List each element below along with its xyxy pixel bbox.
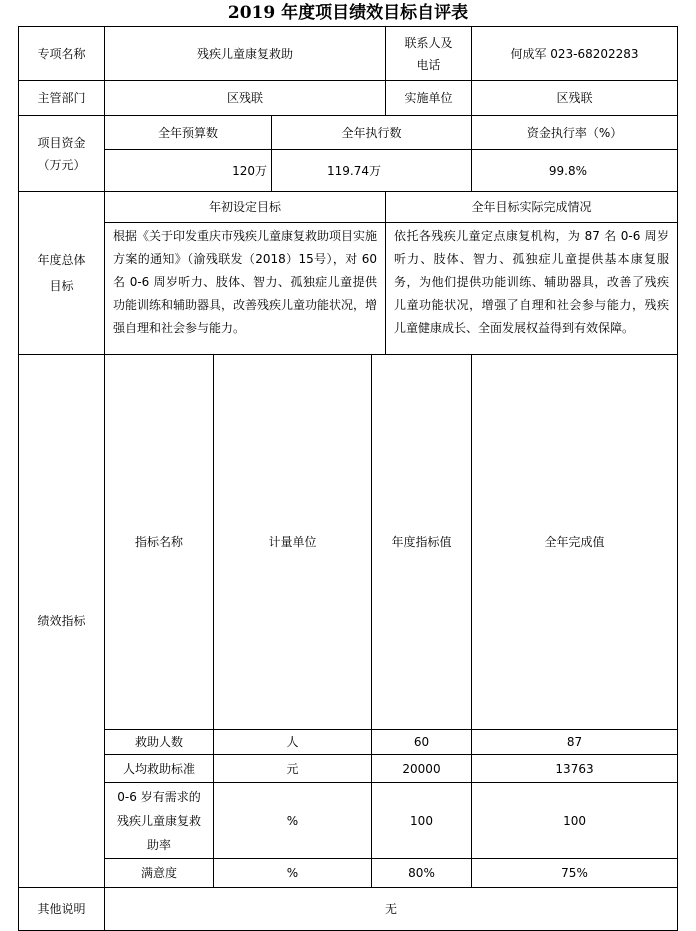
project-name-value: 残疾儿童康复救助 (105, 27, 386, 81)
contact-label: 联系人及电话 (386, 27, 472, 81)
funds-label: 项目资金（万元） (19, 116, 105, 192)
evaluation-table (18, 26, 678, 931)
indicator-target: 100 (372, 783, 472, 859)
performance-label: 绩效指标 (19, 355, 105, 888)
indicator-name: 人均救助标准 (105, 755, 214, 783)
indicator-target: 60 (372, 730, 472, 755)
department-value: 区残联 (105, 81, 386, 116)
target-header: 年度指标值 (372, 355, 472, 730)
overall-goal-label: 年度总体目标 (19, 192, 105, 355)
actual-goal-text: 依托各残疾儿童定点康复机构，为 87 名 0-6 周岁听力、肢体、智力、孤独症儿童提供基本康复服务，为他们提供功能训练、辅助器具，改善了残疾儿童功能状况，增强了自理和社会参与能力，残疾儿童健康成长、全面发展权益得到有效保障。 (386, 223, 678, 355)
rate-label: 资金执行率（%） (472, 116, 678, 150)
executed-label: 全年执行数 (272, 116, 472, 150)
indicator-name-header: 指标名称 (105, 355, 214, 730)
indicator-actual: 75% (472, 859, 678, 888)
indicator-name: 满意度 (105, 859, 214, 888)
unit-header: 计量单位 (214, 355, 372, 730)
funds-value-row (19, 150, 678, 192)
budget-label: 全年预算数 (105, 116, 272, 150)
goals-text-row (19, 223, 678, 355)
initial-goal-header: 年初设定目标 (105, 192, 386, 223)
indicator-unit: 元 (214, 755, 372, 783)
executed-value: 119.74万 (272, 150, 472, 192)
indicator-unit: 人 (214, 730, 372, 755)
implementing-unit-value: 区残联 (472, 81, 678, 116)
indicator-unit: % (214, 783, 372, 859)
indicator-name: 0-6 岁有需求的残疾儿童康复救助率 (105, 783, 214, 859)
other-notes-label: 其他说明 (19, 888, 105, 931)
goals-header-row (19, 192, 678, 223)
table-row (19, 730, 678, 755)
budget-value: 120万 (105, 150, 272, 192)
performance-header-row (19, 355, 678, 730)
indicator-name: 救助人数 (105, 730, 214, 755)
actual-header: 全年完成值 (472, 355, 678, 730)
project-name-label: 专项名称 (19, 27, 105, 81)
department-row (19, 81, 678, 116)
table-row (19, 755, 678, 783)
page-title: 2019 年度项目绩效目标自评表 (227, 3, 469, 23)
funds-header-row (19, 116, 678, 150)
contact-value: 何成军 023-68202283 (472, 27, 678, 81)
indicator-actual: 87 (472, 730, 678, 755)
indicator-unit: % (214, 859, 372, 888)
department-label: 主管部门 (19, 81, 105, 116)
project-row (19, 27, 678, 81)
initial-goal-text: 根据《关于印发重庆市残疾儿童康复救助项目实施方案的通知》（渝残联发（2018）15号），对 60 名 0-6 周岁听力、肢体、智力、孤独症儿童提供功能训练和辅助器具，改善残疾儿童功能状况，增强自理和社会参与能力。 (105, 223, 386, 355)
table-row (19, 783, 678, 859)
rate-value: 99.8% (472, 150, 678, 192)
indicator-actual: 13763 (472, 755, 678, 783)
implementing-unit-label: 实施单位 (386, 81, 472, 116)
indicator-target: 80% (372, 859, 472, 888)
indicator-actual: 100 (472, 783, 678, 859)
indicator-target: 20000 (372, 755, 472, 783)
table-row (19, 859, 678, 888)
actual-goal-header: 全年目标实际完成情况 (386, 192, 678, 223)
other-notes-value: 无 (105, 888, 678, 931)
other-notes-row (19, 888, 678, 931)
